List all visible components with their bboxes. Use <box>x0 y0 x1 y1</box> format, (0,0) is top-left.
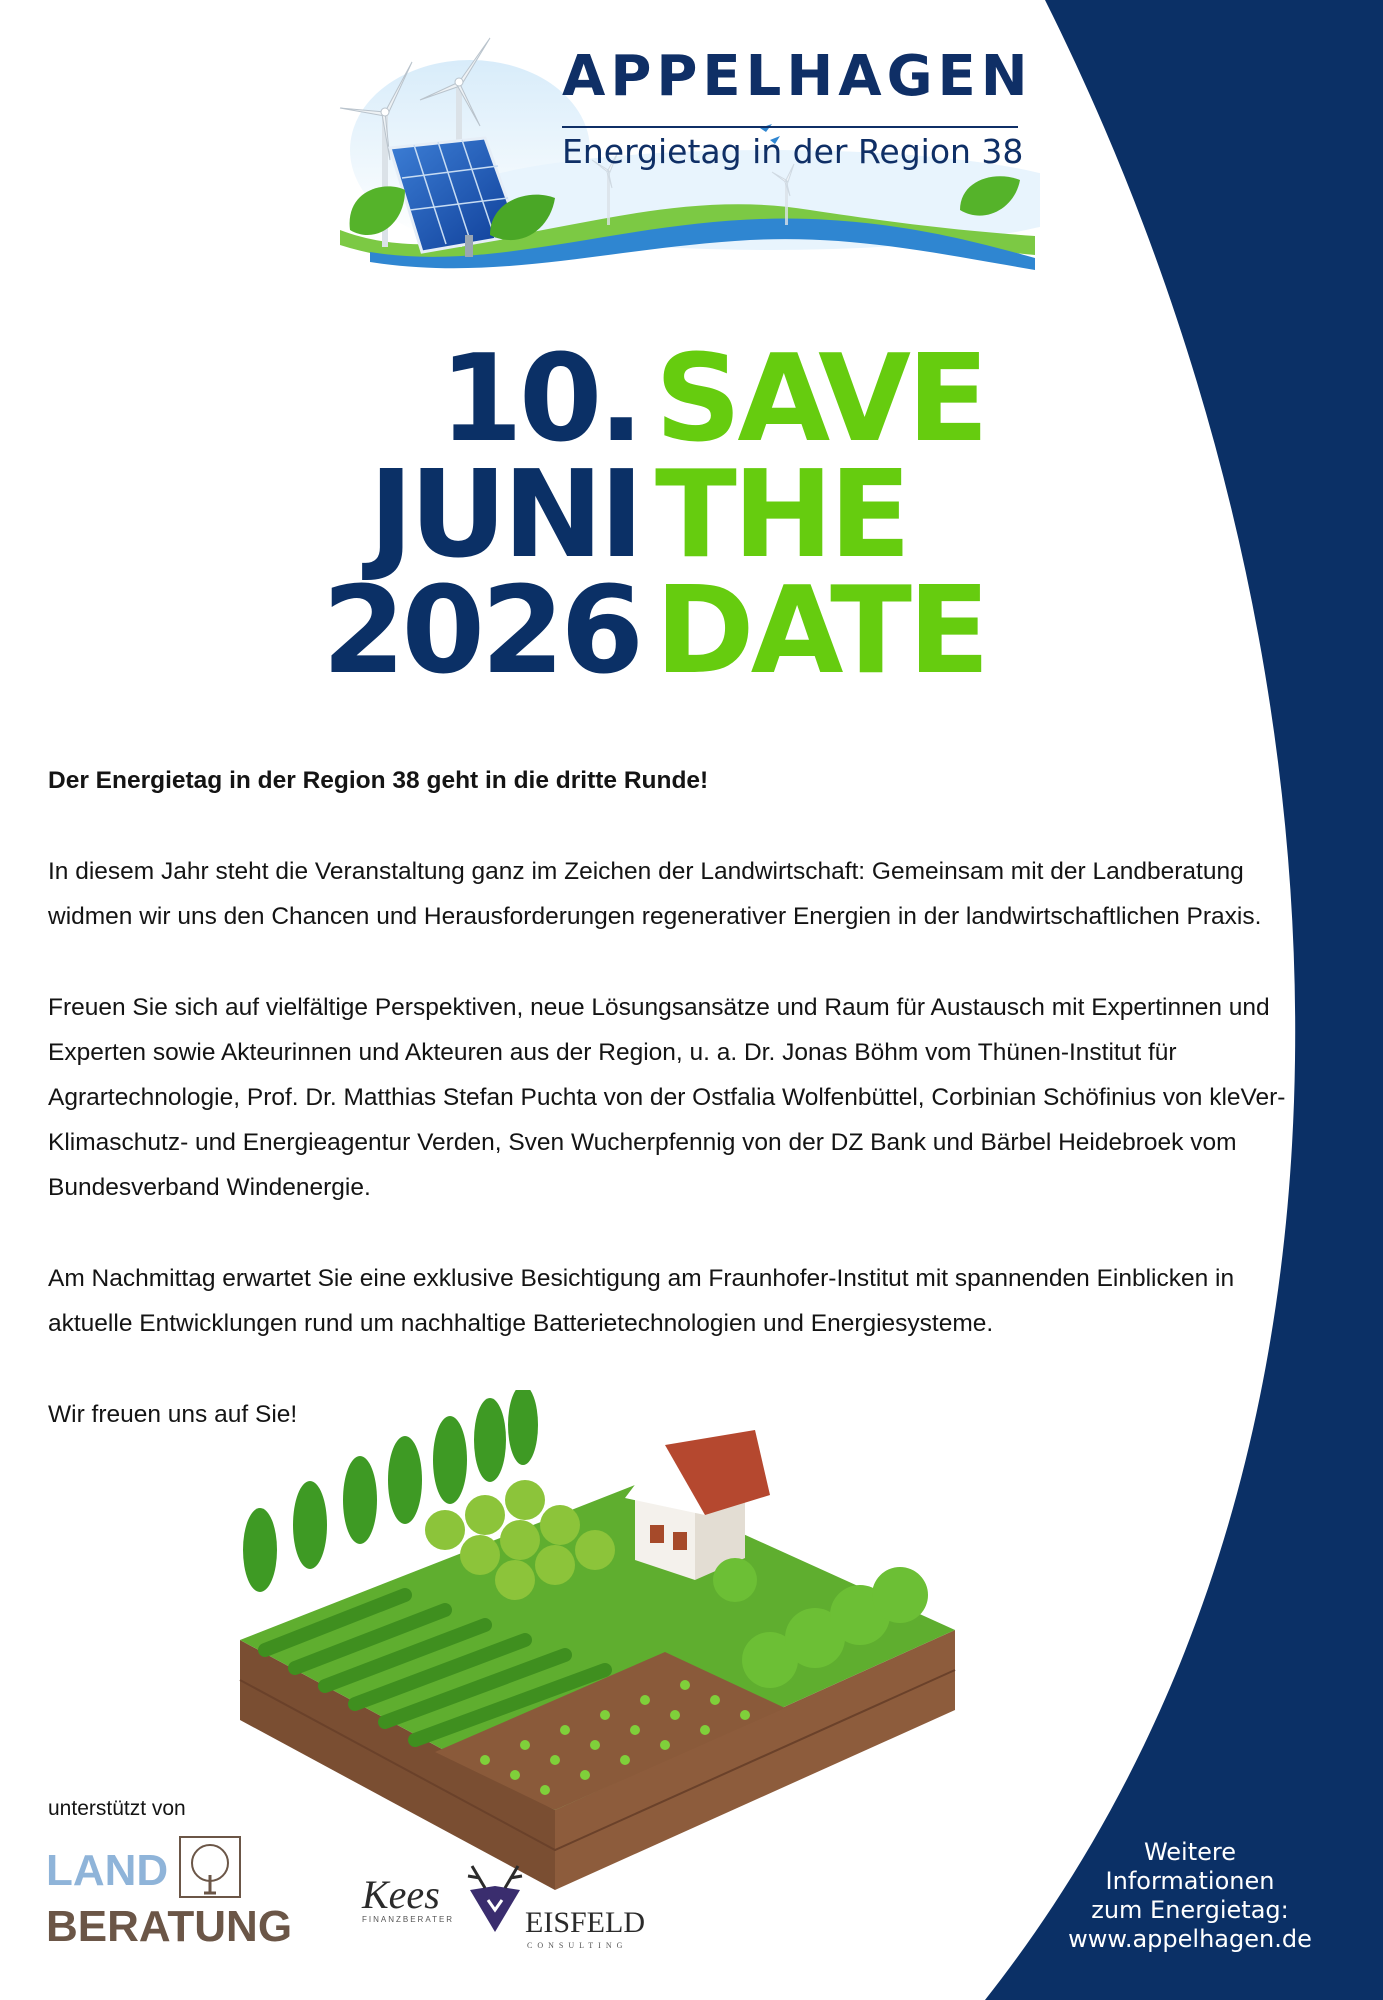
deer-icon <box>468 1866 522 1932</box>
event-logo <box>330 30 1040 280</box>
more-info-line: Informationen <box>1105 1867 1275 1895</box>
event-month: JUNI <box>368 446 640 585</box>
brand-divider <box>562 126 1018 128</box>
save-the-date-line: SAVE <box>655 330 985 469</box>
event-year: 2026 <box>322 562 640 701</box>
save-the-date-heading <box>655 330 1085 701</box>
brand-subtitle: Energietag in der Region 38 <box>562 132 1024 171</box>
more-info-line: Weitere <box>1143 1838 1237 1866</box>
brand-title: APPELHAGEN <box>562 44 1033 109</box>
landberatung-logo <box>44 1835 344 1955</box>
supporters-label: unterstützt von <box>48 1797 186 1820</box>
save-the-date-line: THE <box>655 446 908 585</box>
website-link[interactable]: www.appelhagen.de <box>1068 1925 1312 1953</box>
beratung-logo-text: BERATUNG <box>46 1902 293 1951</box>
land-logo-text: LAND <box>46 1846 169 1895</box>
closing-paragraph: Wir freuen uns auf Sie! <box>48 1401 298 1428</box>
kees-eisfeld-logo <box>360 1860 680 1960</box>
event-day: 10. <box>439 330 640 469</box>
tree-icon <box>180 1837 240 1897</box>
event-date <box>240 330 640 701</box>
eisfeld-logo-text: EISFELD <box>525 1906 645 1939</box>
kees-logo-text: Kees <box>362 1872 440 1917</box>
body-paragraph: In diesem Jahr steht die Veranstaltung ganz im Zeichen der Landwirtschaft: Gemeinsam mit der Landberatung widmen wir uns den Chancen und Herausforderungen regenerativer Energien in der landwirtschaftlichen Praxis. <box>48 858 1262 930</box>
more-info <box>1040 1838 1340 1954</box>
lead-paragraph: Der Energietag in der Region 38 geht in die dritte Runde! <box>48 767 709 794</box>
body-paragraph: Am Nachmittag erwartet Sie eine exklusive Besichtigung am Fraunhofer-Institut mit spannenden Einblicken in aktuelle Entwicklungen rund um nachhaltige Batterietechnologien und Energiesysteme. <box>48 1265 1235 1337</box>
more-info-line: zum Energietag: <box>1091 1896 1289 1924</box>
save-the-date-line: DATE <box>655 562 986 701</box>
body-paragraph: Freuen Sie sich auf vielfältige Perspektiven, neue Lösungsansätze und Raum für Austausch mit Expertinnen und Experten sowie Akteurinnen und Akteuren aus der Region, u. a. Dr. Jonas Böhm vom Thünen-Institut für Agrartechnologie, Prof. Dr. Matthias Stefan Puchta von der Ostfalia Wolfenbüttel, Corbinian Schöfinius von kleVer-Klimaschutz- und Energieagentur Verden, Sven Wucherpfennig von der DZ Bank und Bärbel Heidebroek vom Bundesverband Windenergie. <box>48 994 1286 1201</box>
body-text <box>48 758 1293 1483</box>
kees-tagline: FINANZBERATER <box>362 1915 455 1924</box>
eisfeld-tagline: CONSULTING <box>527 1941 628 1950</box>
